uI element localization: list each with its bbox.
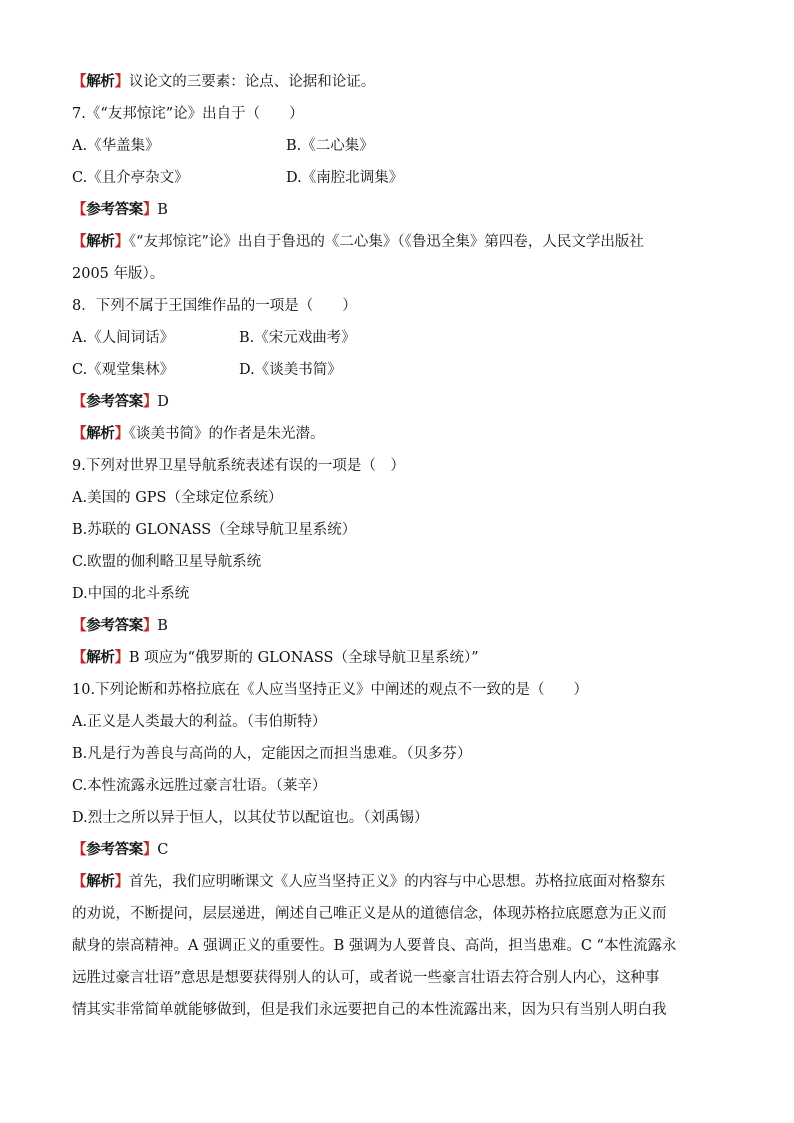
analysis-line [72,226,724,258]
analysis-text: 的劝说，不断提问，层层递进，阐述自己唯正义是从的道德信念，体现苏格拉底愿意为正义而 [72,906,667,922]
analysis-line [72,866,724,898]
answer-line [72,610,724,642]
option-right: B.《二心集》 [286,138,374,154]
bracket-open: 【 [72,650,87,666]
label-tag [72,650,129,666]
question-line: 10.下列论断和苏格拉底在《人应当坚持正义》中阐述的观点不一致的是（ ） [72,682,589,698]
option-left: A.《华盖集》 [72,138,160,154]
label-text: 解析 [86,74,115,90]
label-tag [72,874,129,890]
label-text: 参考答案 [86,842,144,858]
analysis-line [72,642,724,674]
bracket-open: 【 [72,74,87,90]
label-text: 解析 [86,874,115,890]
answer-line [72,834,724,866]
analysis-text: 首先，我们应明晰课文《人应当坚持正义》的内容与中心思想。苏格拉底面对格黎东 [128,874,666,890]
bracket-close: 】 [114,874,129,890]
label-tag [72,234,129,250]
options-row [72,322,724,354]
label-tag [72,394,157,410]
option-right: D.《谈美书简》 [239,362,342,378]
analysis-text: 献身的崇高精神。A 强调正义的重要性。B 强调为人要普良、高尚，担当患难。C “本性流露永 [72,938,677,954]
options-row [72,354,724,386]
analysis-line [72,258,724,290]
question-line: 7.《“友邦惊诧”论》出自于（ ） [72,106,304,122]
option-left: A.《人间词话》 [72,330,175,346]
option-right: D.《南腔北调集》 [286,170,404,186]
bracket-close: 】 [143,618,158,634]
answer-value: B [157,618,168,634]
bracket-close: 】 [114,650,129,666]
label-tag [72,842,157,858]
question-line: B.凡是行为善良与高尚的人，定能因之而担当患难。（贝多芬） [72,746,472,762]
question-line: D.烈士之所以异于恒人，以其仗节以配谊也。（刘禹锡） [72,810,429,826]
analysis-text: B 项应为“俄罗斯的 GLONASS（全球导航卫星系统）” [128,650,479,666]
label-text: 参考答案 [86,202,144,218]
label-tag [72,426,129,442]
label-tag [72,202,157,218]
analysis-text: 议论文的三要素：论点、论据和论证。 [128,74,376,90]
option-left: C.《且介亭杂文》 [72,170,189,186]
question-line: C.本性流露永远胜过豪言壮语。（莱辛） [72,778,327,794]
bracket-close: 】 [143,202,158,218]
bracket-open: 【 [72,874,87,890]
label-text: 参考答案 [86,394,144,410]
analysis-line [72,898,724,930]
bracket-open: 【 [72,234,87,250]
label-tag [72,618,157,634]
options-row [72,130,724,162]
bracket-close: 】 [143,842,158,858]
analysis-text: 2005 年版）。 [72,266,165,282]
bracket-close: 】 [114,74,129,90]
label-text: 解析 [86,650,115,666]
option-left: C.《观堂集林》 [72,362,175,378]
question-line: B.苏联的 GLONASS（全球导航卫星系统） [72,522,357,538]
analysis-text: 远胜过豪言壮语”意思是想要获得别人的认可，或者说一些豪言壮语去符合别人内心，这种事 [72,970,660,986]
analysis-line [72,930,724,962]
answer-line [72,386,724,418]
question-line: 8．下列不属于王国维作品的一项是（ ） [72,298,357,314]
bracket-close: 】 [114,426,129,442]
question-line: C.欧盟的伽利略卫星导航系统 [72,554,262,570]
analysis-line [72,962,724,994]
answer-line [72,194,724,226]
bracket-open: 【 [72,202,87,218]
analysis-line [72,66,724,98]
answer-value: B [157,202,168,218]
analysis-line [72,994,724,1026]
bracket-open: 【 [72,394,87,410]
answer-value: D [157,394,169,410]
answer-value: C [157,842,169,858]
label-text: 解析 [86,426,115,442]
bracket-open: 【 [72,426,87,442]
question-line: A.美国的 GPS（全球定位系统） [72,490,283,506]
bracket-close: 】 [114,234,129,250]
label-tag [72,74,129,90]
analysis-text: 《“友邦惊诧”论》出自于鲁迅的《二心集》（《鲁迅全集》第四卷，人民文学出版社 [128,234,644,250]
option-right: B.《宋元戏曲考》 [239,330,356,346]
question-line: D.中国的北斗系统 [72,586,190,602]
question-line: 9.下列对世界卫星导航系统表述有误的一项是（ ） [72,458,405,474]
bracket-close: 】 [143,394,158,410]
analysis-text: 情其实非常简单就能够做到，但是我们永远要把自己的本性流露出来，因为只有当别人明白我 [72,1002,667,1018]
options-row [72,162,724,194]
document-page [72,66,724,1026]
bracket-open: 【 [72,842,87,858]
bracket-open: 【 [72,618,87,634]
analysis-text: 《谈美书简》的作者是朱光潜。 [128,426,325,442]
analysis-line [72,418,724,450]
label-text: 参考答案 [86,618,144,634]
question-line: A.正义是人类最大的利益。（韦伯斯特） [72,714,327,730]
label-text: 解析 [86,234,115,250]
